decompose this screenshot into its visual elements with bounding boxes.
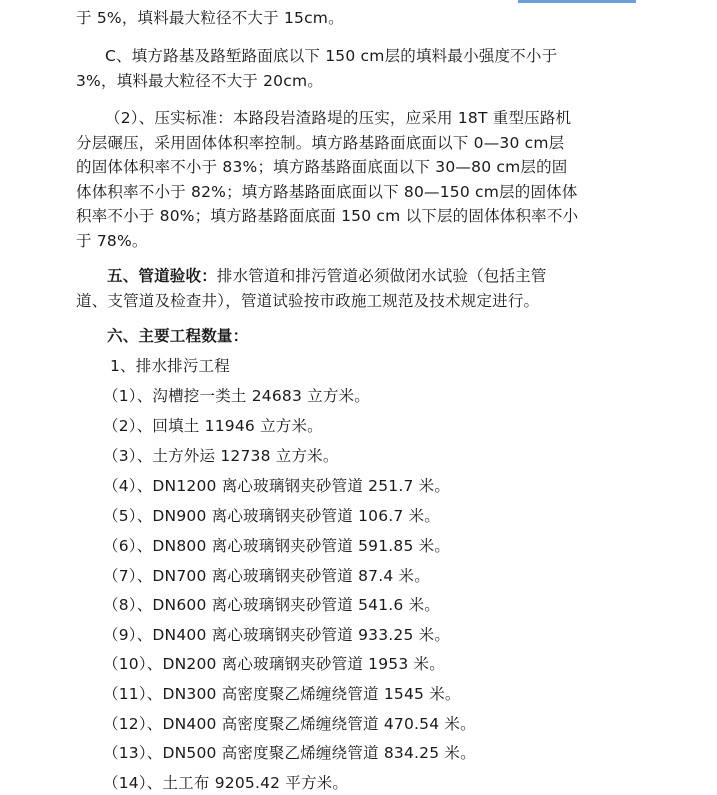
list-item: （11）、DN300 高密度聚乙烯缠绕管道 1545 米。 — [103, 685, 461, 703]
list-item: （4）、DN1200 离心玻璃钢夹砂管道 251.7 米。 — [103, 477, 451, 495]
subsection-heading: 1、排水排污工程 — [110, 357, 230, 375]
list-item: （14）、土工布 9205.42 平方米。 — [103, 774, 349, 792]
text-line: 分层碾压，采用固体体积率控制。填方路基路面底面以下 0—30 cm层 — [76, 134, 565, 152]
section-5-heading: 五、管道验收： — [107, 267, 217, 285]
text-line: 3%，填料最大粒径不大于 20cm。 — [76, 72, 323, 90]
text-line: （2）、压实标准：本路段岩渣路堤的压实，应采用 18T 重型压路机 — [105, 109, 572, 127]
list-item: （8）、DN600 离心玻璃钢夹砂管道 541.6 米。 — [103, 596, 440, 614]
section-6-heading: 六、主要工程数量： — [107, 327, 249, 345]
list-item: （3）、土方外运 12738 立方米。 — [103, 447, 339, 465]
list-item: （7）、DN700 离心玻璃钢夹砂管道 87.4 米。 — [103, 567, 430, 585]
section-5-line — [107, 266, 547, 286]
list-item: （5）、DN900 离心玻璃钢夹砂管道 106.7 米。 — [103, 507, 440, 525]
section-5-text: 排水管道和排污管道必须做闭水试验（包括主管 — [216, 267, 547, 285]
scrollbar-indicator[interactable] — [518, 0, 636, 3]
text-line: 体体积率不小于 82%；填方路基路面底面以下 80—150 cm层的固体体 — [76, 183, 578, 201]
text-line: 的固体体积率不小于 83%；填方路基路面底面以下 30—80 cm层的固 — [76, 158, 568, 176]
text-line: 积率不小于 80%；填方路基路面底面 150 cm 以下层的固体体积率不小 — [76, 207, 579, 225]
list-item: （1）、沟槽挖一类土 24683 立方米。 — [103, 387, 370, 405]
list-item: （10）、DN200 离心玻璃钢夹砂管道 1953 米。 — [103, 655, 445, 673]
list-item: （13）、DN500 高密度聚乙烯缠绕管道 834.25 米。 — [103, 744, 476, 762]
text-line: 于 78%。 — [76, 232, 148, 250]
list-item: （2）、回填土 11946 立方米。 — [103, 417, 323, 435]
text-line: 于 5%，填料最大粒径不大于 15cm。 — [76, 9, 344, 27]
list-item: （12）、DN400 高密度聚乙烯缠绕管道 470.54 米。 — [103, 715, 476, 733]
text-line: 道、支管道及检查井），管道试验按市政施工规范及技术规定进行。 — [76, 292, 540, 310]
list-item: （9）、DN400 离心玻璃钢夹砂管道 933.25 米。 — [103, 626, 451, 644]
text-line: C、填方路基及路堑路面底以下 150 cm层的填料最小强度不小于 — [105, 47, 558, 65]
list-item: （6）、DN800 离心玻璃钢夹砂管道 591.85 米。 — [103, 537, 451, 555]
